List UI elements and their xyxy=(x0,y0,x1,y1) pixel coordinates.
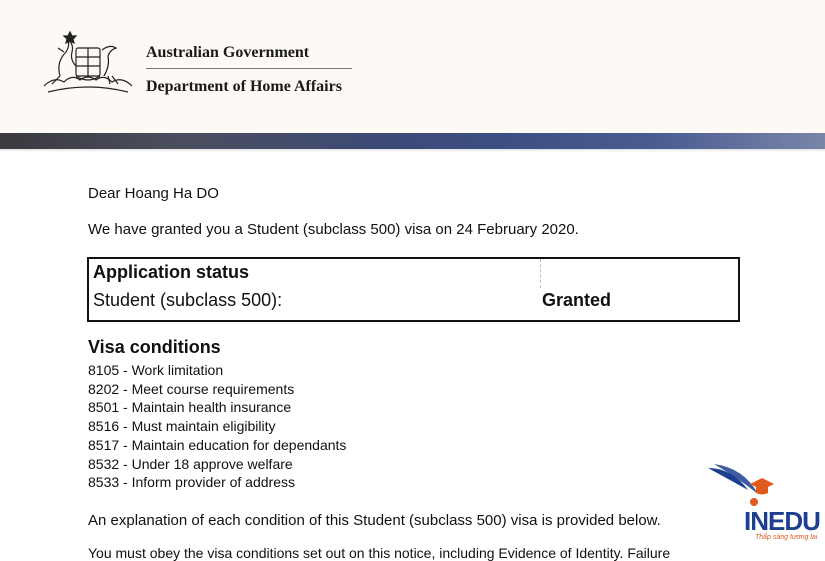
condition-item: 8105 - Work limitation xyxy=(88,362,224,378)
conditions-list xyxy=(88,361,346,492)
government-title: Australian Government xyxy=(146,44,310,61)
inedu-tagline: Thắp sáng tương lai xyxy=(755,534,818,541)
coat-of-arms-icon xyxy=(38,22,138,98)
inedu-name: INEDU xyxy=(744,506,820,536)
department-name: Department of Home Affairs xyxy=(146,78,342,95)
conditions-title: Visa conditions xyxy=(88,337,221,357)
condition-item: 8501 - Maintain health insurance xyxy=(88,399,292,416)
header-band xyxy=(0,133,825,149)
condition-item: 8532 - Under 18 approve welfare xyxy=(88,455,293,472)
status-value: Granted xyxy=(542,290,612,310)
header-band-shadow xyxy=(0,149,825,152)
inedu-watermark xyxy=(700,462,825,551)
status-title: Application status xyxy=(93,262,250,282)
application-status-box xyxy=(87,257,740,322)
cut-off-line: You must obey the visa conditions set out on this notice, including Evidence of Identity. Failure xyxy=(88,545,671,561)
condition-item: 8516 - Must maintain eligibility xyxy=(88,418,276,435)
status-divider xyxy=(540,259,541,288)
explanation-text: An explanation of each condition of this Student (subclass 500) visa is provided below. xyxy=(88,512,661,529)
greeting: Dear Hoang Ha DO xyxy=(88,185,219,202)
condition-item: 8202 - Meet course requirements xyxy=(88,380,295,397)
letterhead xyxy=(0,0,825,133)
title-rule xyxy=(146,68,352,69)
condition-item: 8517 - Maintain education for dependants xyxy=(88,436,347,453)
status-label: Student (subclass 500): xyxy=(93,290,283,310)
grant-sentence: We have granted you a Student (subclass 500) visa on 24 February 2020. xyxy=(88,221,579,238)
condition-item: 8533 - Inform provider of address xyxy=(88,474,295,491)
